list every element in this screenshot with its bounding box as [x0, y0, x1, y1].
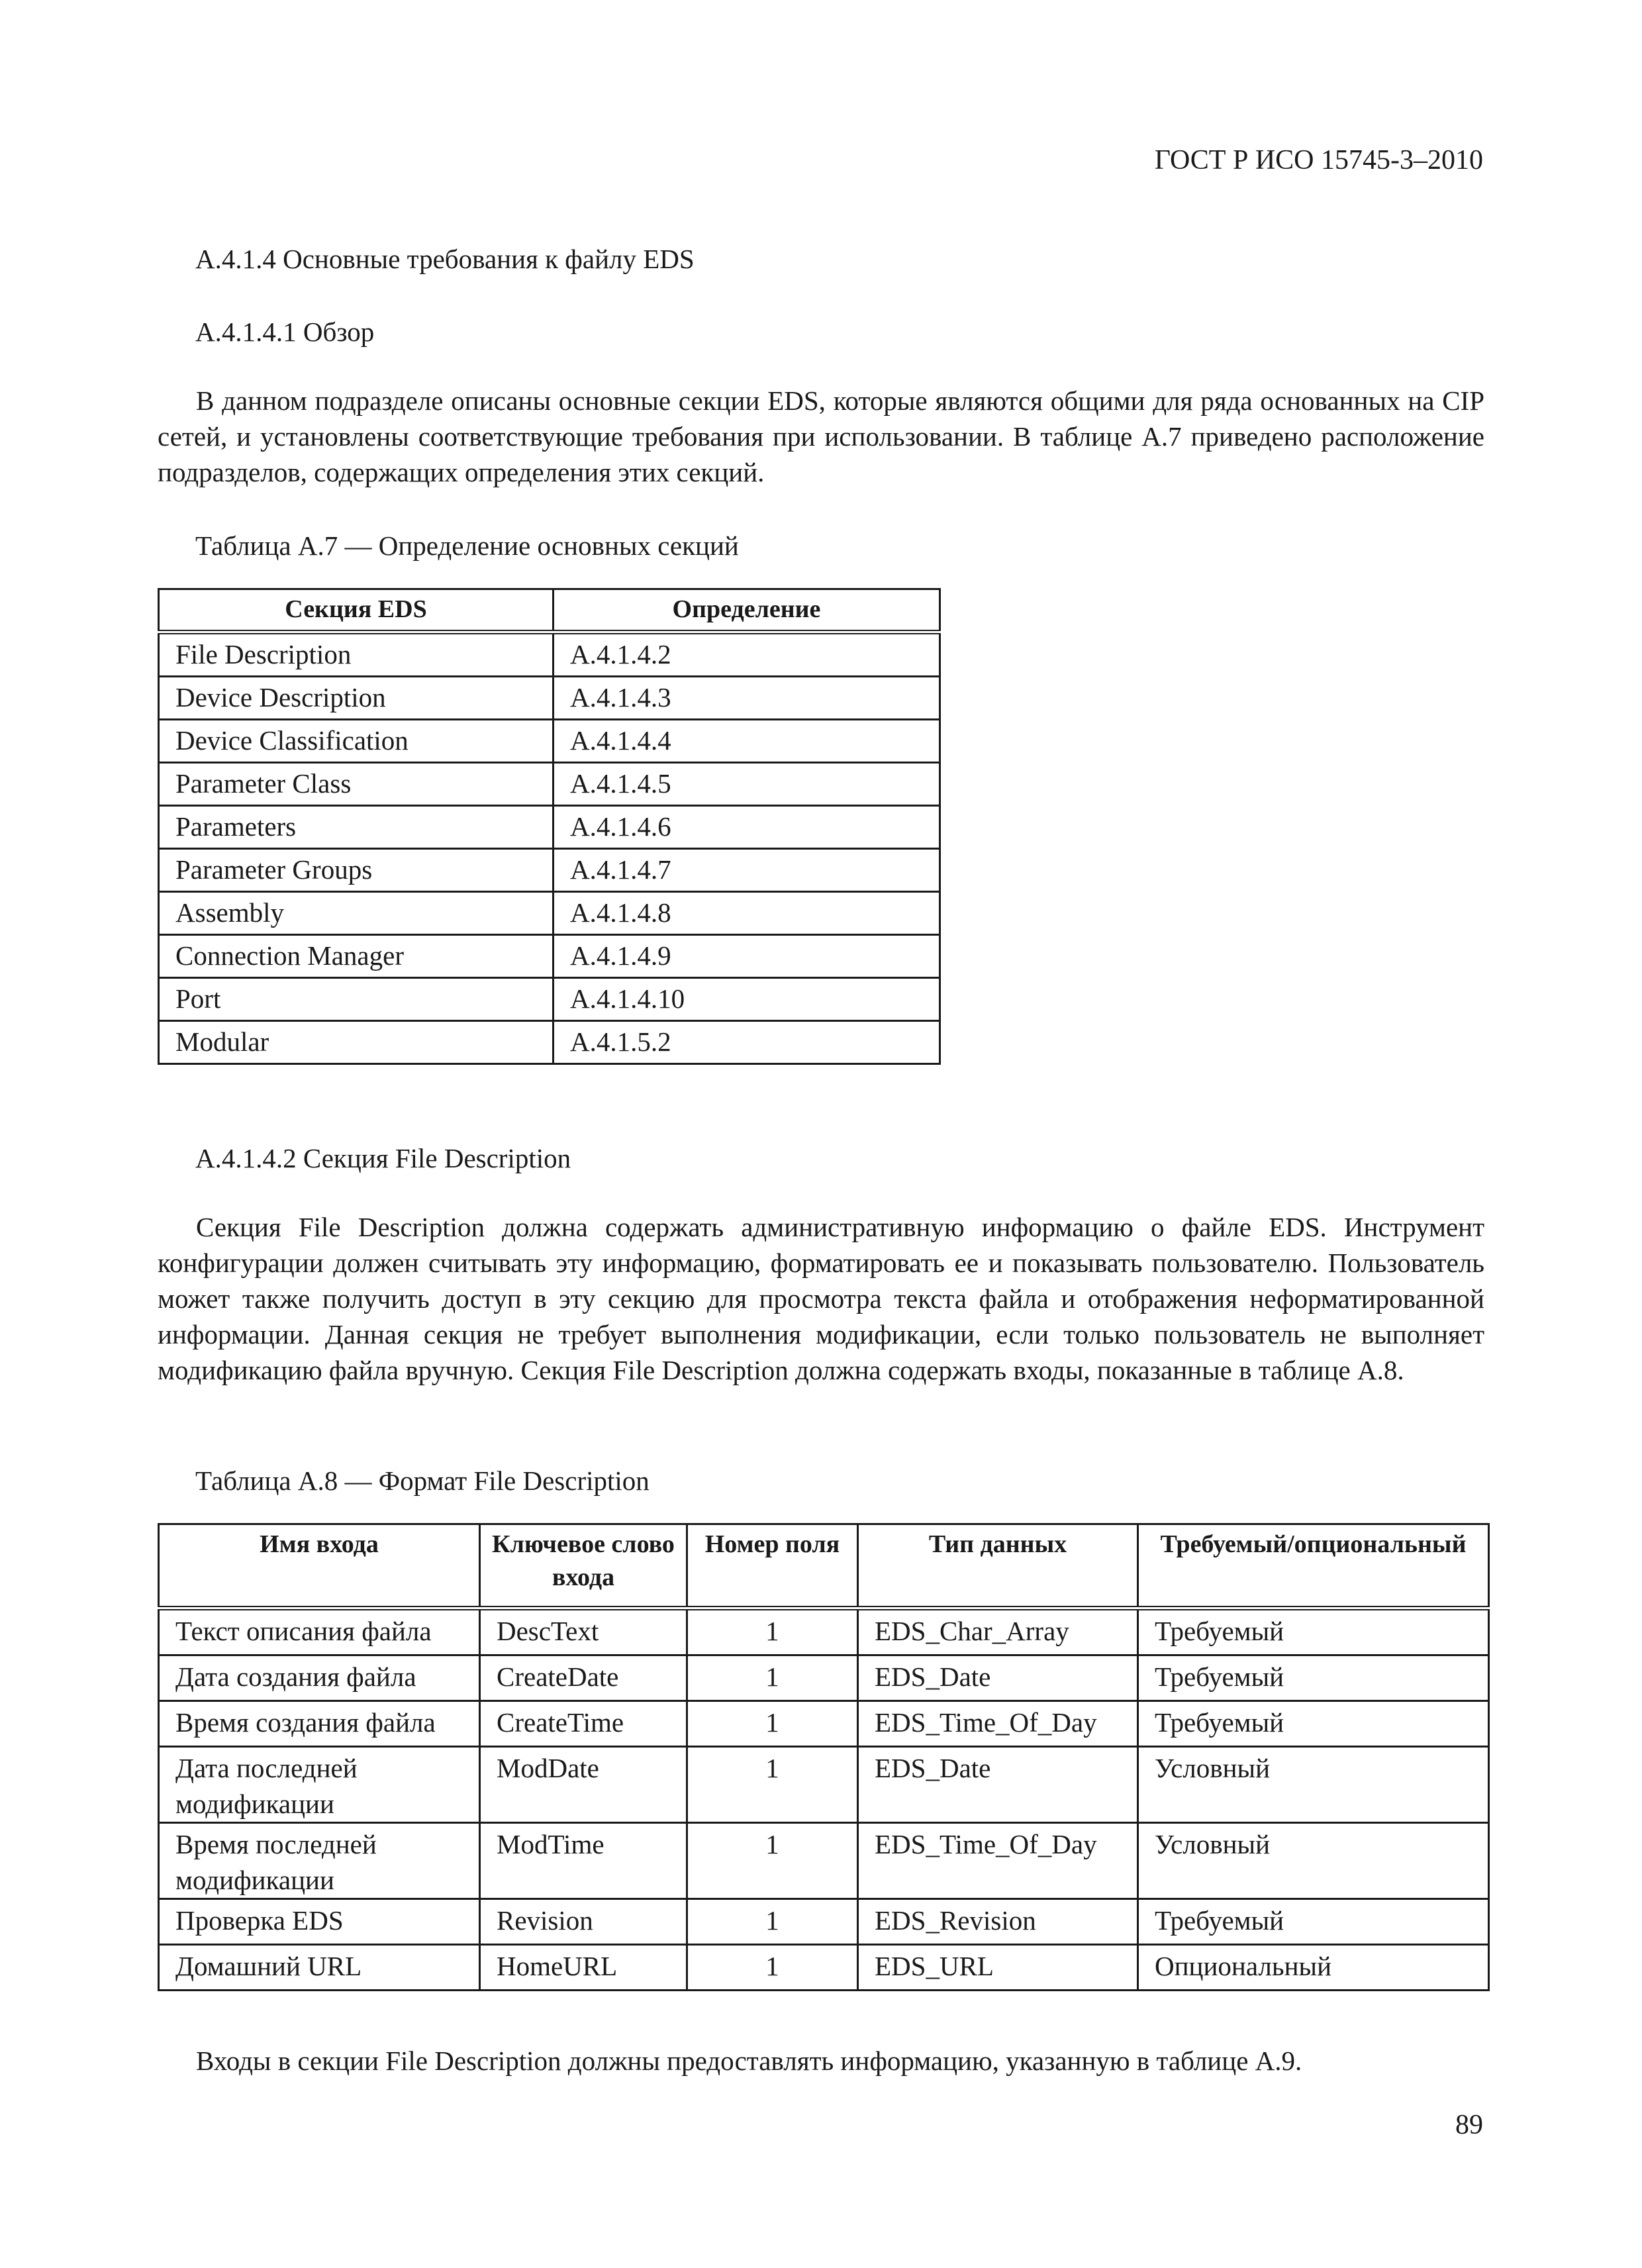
table-row: [159, 1945, 1489, 1991]
table-cell: А.4.1.4.8: [554, 892, 940, 935]
table-cell: EDS_Date: [858, 1747, 1138, 1823]
table-cell: 1: [687, 1701, 858, 1747]
table-row: [159, 632, 940, 677]
table-cell: DescText: [480, 1608, 687, 1655]
table-cell: 1: [687, 1655, 858, 1701]
table-cell: Port: [159, 978, 554, 1021]
table-cell: Device Classification: [159, 720, 554, 763]
table-cell: Условный: [1138, 1823, 1489, 1899]
table-cell: Parameter Groups: [159, 849, 554, 892]
table-cell: ModDate: [480, 1747, 687, 1823]
table-cell: А.4.1.4.10: [554, 978, 940, 1021]
column-header: Номер поля: [687, 1524, 858, 1608]
table-cell: Parameters: [159, 806, 554, 849]
column-header: Требуемый/опциональный: [1138, 1524, 1489, 1608]
table-cell: А.4.1.4.6: [554, 806, 940, 849]
table-cell: ModTime: [480, 1823, 687, 1899]
table-cell: А.4.1.4.7: [554, 849, 940, 892]
column-header: Ключевое слово входа: [480, 1524, 687, 1608]
column-header: Определение: [554, 589, 940, 632]
table-cell: Modular: [159, 1021, 554, 1064]
column-header: Тип данных: [858, 1524, 1138, 1608]
table-header-row: [159, 1524, 1489, 1608]
table-cell: Домашний URL: [159, 1945, 480, 1991]
table-row: [159, 935, 940, 978]
table-cell: EDS_Time_Of_Day: [858, 1701, 1138, 1747]
table-row: [159, 1655, 1489, 1701]
table-cell: 1: [687, 1945, 858, 1991]
table-cell: 1: [687, 1899, 858, 1945]
table-a8-caption: Таблица А.8 — Формат File Description: [195, 1465, 650, 1496]
table-header-row: [159, 589, 940, 632]
table-cell: Connection Manager: [159, 935, 554, 978]
table-cell: EDS_Date: [858, 1655, 1138, 1701]
table-cell: Revision: [480, 1899, 687, 1945]
table-row: [159, 1608, 1489, 1655]
table-cell: Проверка EDS: [159, 1899, 480, 1945]
table-row: [159, 1701, 1489, 1747]
table-a8: [158, 1523, 1490, 1991]
table-row: [159, 1747, 1489, 1823]
table-a7: [158, 588, 941, 1065]
table-cell: А.4.1.4.2: [554, 632, 940, 677]
column-header: Имя входа: [159, 1524, 480, 1608]
file-description-paragraph: Секция File Description должна содержать административную информацию о файле EDS. Инструмент конфигурации должен считывать эту информацию, форматировать ее и показывать пользователю. Пользователь может также получить доступ в эту секцию для просмотра текста файла и отображения неформатированной информации. Данная секция не требует выполнения модификации, если только пользователь не выполняет модификацию файла вручную. Секция File Description должна содержать входы, показанные в таблице А.8.: [158, 1212, 1484, 1385]
table-cell: Требуемый: [1138, 1899, 1489, 1945]
section-heading: А.4.1.4 Основные требования к файлу EDS: [195, 244, 695, 274]
table-cell: Опциональный: [1138, 1945, 1489, 1991]
table-cell: Assembly: [159, 892, 554, 935]
table-cell: А.4.1.4.3: [554, 677, 940, 720]
table-row: [159, 806, 940, 849]
closing-paragraph: Входы в секции File Description должны предоставлять информацию, указанную в таблице А.9.: [196, 2046, 1302, 2076]
table-cell: Дата последней модификации: [159, 1747, 480, 1823]
table-cell: Device Description: [159, 677, 554, 720]
table-cell: EDS_Time_Of_Day: [858, 1823, 1138, 1899]
table-row: [159, 849, 940, 892]
file-description-heading: А.4.1.4.2 Секция File Description: [195, 1143, 571, 1173]
table-cell: CreateTime: [480, 1701, 687, 1747]
table-cell: Условный: [1138, 1747, 1489, 1823]
table-cell: Parameter Class: [159, 763, 554, 806]
table-cell: Требуемый: [1138, 1608, 1489, 1655]
table-cell: А.4.1.4.9: [554, 935, 940, 978]
table-cell: EDS_Revision: [858, 1899, 1138, 1945]
column-header: Секция EDS: [159, 589, 554, 632]
table-row: [159, 892, 940, 935]
table-cell: Требуемый: [1138, 1655, 1489, 1701]
table-cell: Время последней модификации: [159, 1823, 480, 1899]
table-cell: А.4.1.4.5: [554, 763, 940, 806]
table-cell: File Description: [159, 632, 554, 677]
page-number: 89: [1455, 2110, 1483, 2140]
table-cell: Текст описания файла: [159, 1608, 480, 1655]
table-row: [159, 1021, 940, 1064]
table-cell: EDS_Char_Array: [858, 1608, 1138, 1655]
table-cell: А.4.1.5.2: [554, 1021, 940, 1064]
table-row: [159, 1823, 1489, 1899]
table-cell: EDS_URL: [858, 1945, 1138, 1991]
table-cell: CreateDate: [480, 1655, 687, 1701]
table-row: [159, 677, 940, 720]
table-row: [159, 763, 940, 806]
table-cell: Требуемый: [1138, 1701, 1489, 1747]
table-cell: А.4.1.4.4: [554, 720, 940, 763]
table-row: [159, 720, 940, 763]
overview-paragraph: В данном подразделе описаны основные секции EDS, которые являются общими для ряда основанных на CIP сетей, и установлены соответствующие требования при использовании. В таблице А.7 приведено расположение подразделов, содержащих определения этих секций.: [158, 385, 1484, 487]
table-cell: 1: [687, 1823, 858, 1899]
table-row: [159, 978, 940, 1021]
table-a7-caption: Таблица А.7 — Определение основных секций: [195, 530, 739, 561]
table-cell: HomeURL: [480, 1945, 687, 1991]
table-cell: Время создания файла: [159, 1701, 480, 1747]
subsection-heading: А.4.1.4.1 Обзор: [195, 317, 375, 347]
table-row: [159, 1899, 1489, 1945]
table-cell: Дата создания файла: [159, 1655, 480, 1701]
table-cell: 1: [687, 1608, 858, 1655]
table-cell: 1: [687, 1747, 858, 1823]
standard-header: ГОСТ Р ИСО 15745-3–2010: [1154, 145, 1483, 175]
